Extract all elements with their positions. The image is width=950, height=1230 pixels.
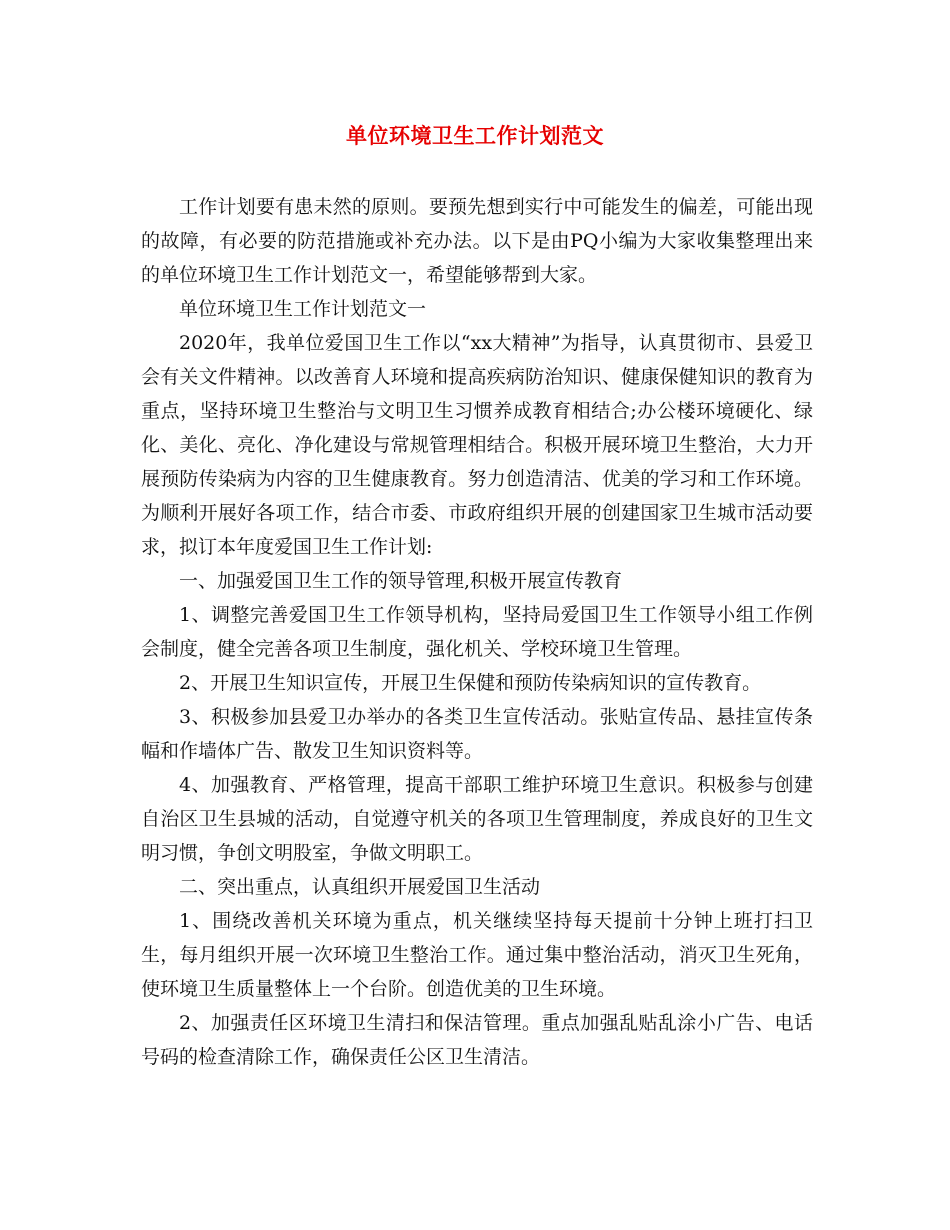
section-heading-one: 一、加强爱国卫生工作的领导管理,积极开展宣传教育 bbox=[179, 570, 623, 592]
document-title: 单位环境卫生工作计划范文 bbox=[346, 123, 604, 148]
list-item: 2、加强责任区环境卫生清扫和保洁管理。重点加强乱贴乱涂小广告、电话号码的检查清除工作，确保责任公区卫生清洁。 bbox=[141, 1012, 813, 1068]
list-item: 1、调整完善爱国卫生工作领导机构，坚持局爱国卫生工作领导小组工作例会制度，健全完善各项卫生制度，强化机关、学校环境卫生管理。 bbox=[141, 604, 813, 660]
list-item: 1、围绕改善机关环境为重点，机关继续坚持每天提前十分钟上班打扫卫生，每月组织开展一次环境卫生整治工作。通过集中整治活动，消灭卫生死角，使环境卫生质量整体上一个台阶。创造优美的卫生环境。 bbox=[141, 910, 813, 1000]
body-paragraph: 2020年，我单位爱国卫生工作以“xx大精神”为指导，认真贯彻市、县爱卫会有关文件精神。以改善育人环境和提高疾病防治知识、健康保健知识的教育为重点，坚持环境卫生整治与文明卫生习惯养成教育相结合;办公楼环境硬化、绿化、美化、亮化、净化建设与常规管理相结合。积极开展环境卫生整治，大力开展预防传染病为内容的卫生健康教育。努力创造清洁、优美的学习和工作环境。为顺利开展好各项工作，结合市委、市政府组织开展的创建国家卫生城市活动要求，拟订本年度爱国卫生工作计划: bbox=[141, 332, 813, 558]
list-item: 3、积极参加县爱卫办举办的各类卫生宣传活动。张贴宣传品、悬挂宣传条幅和作墙体广告、散发卫生知识资料等。 bbox=[141, 706, 813, 762]
list-item: 2、开展卫生知识宣传，开展卫生保健和预防传染病知识的宣传教育。 bbox=[179, 672, 762, 694]
document-body bbox=[141, 190, 813, 1074]
intro-paragraph: 工作计划要有患未然的原则。要预先想到实行中可能发生的偏差，可能出现的故障，有必要的防范措施或补充办法。以下是由PQ小编为大家收集整理出来的单位环境卫生工作计划范文一，希望能够帮到大家。 bbox=[141, 196, 813, 286]
list-item: 4、加强教育、严格管理，提高干部职工维护环境卫生意识。积极参与创建自治区卫生县城的活动，自觉遵守机关的各项卫生管理制度，养成良好的卫生文明习惯，争创文明股室，争做文明职工。 bbox=[141, 774, 813, 864]
section-heading-sample-one: 单位环境卫生工作计划范文一 bbox=[179, 298, 427, 320]
section-heading-two: 二、突出重点，认真组织开展爱国卫生活动 bbox=[179, 876, 541, 898]
